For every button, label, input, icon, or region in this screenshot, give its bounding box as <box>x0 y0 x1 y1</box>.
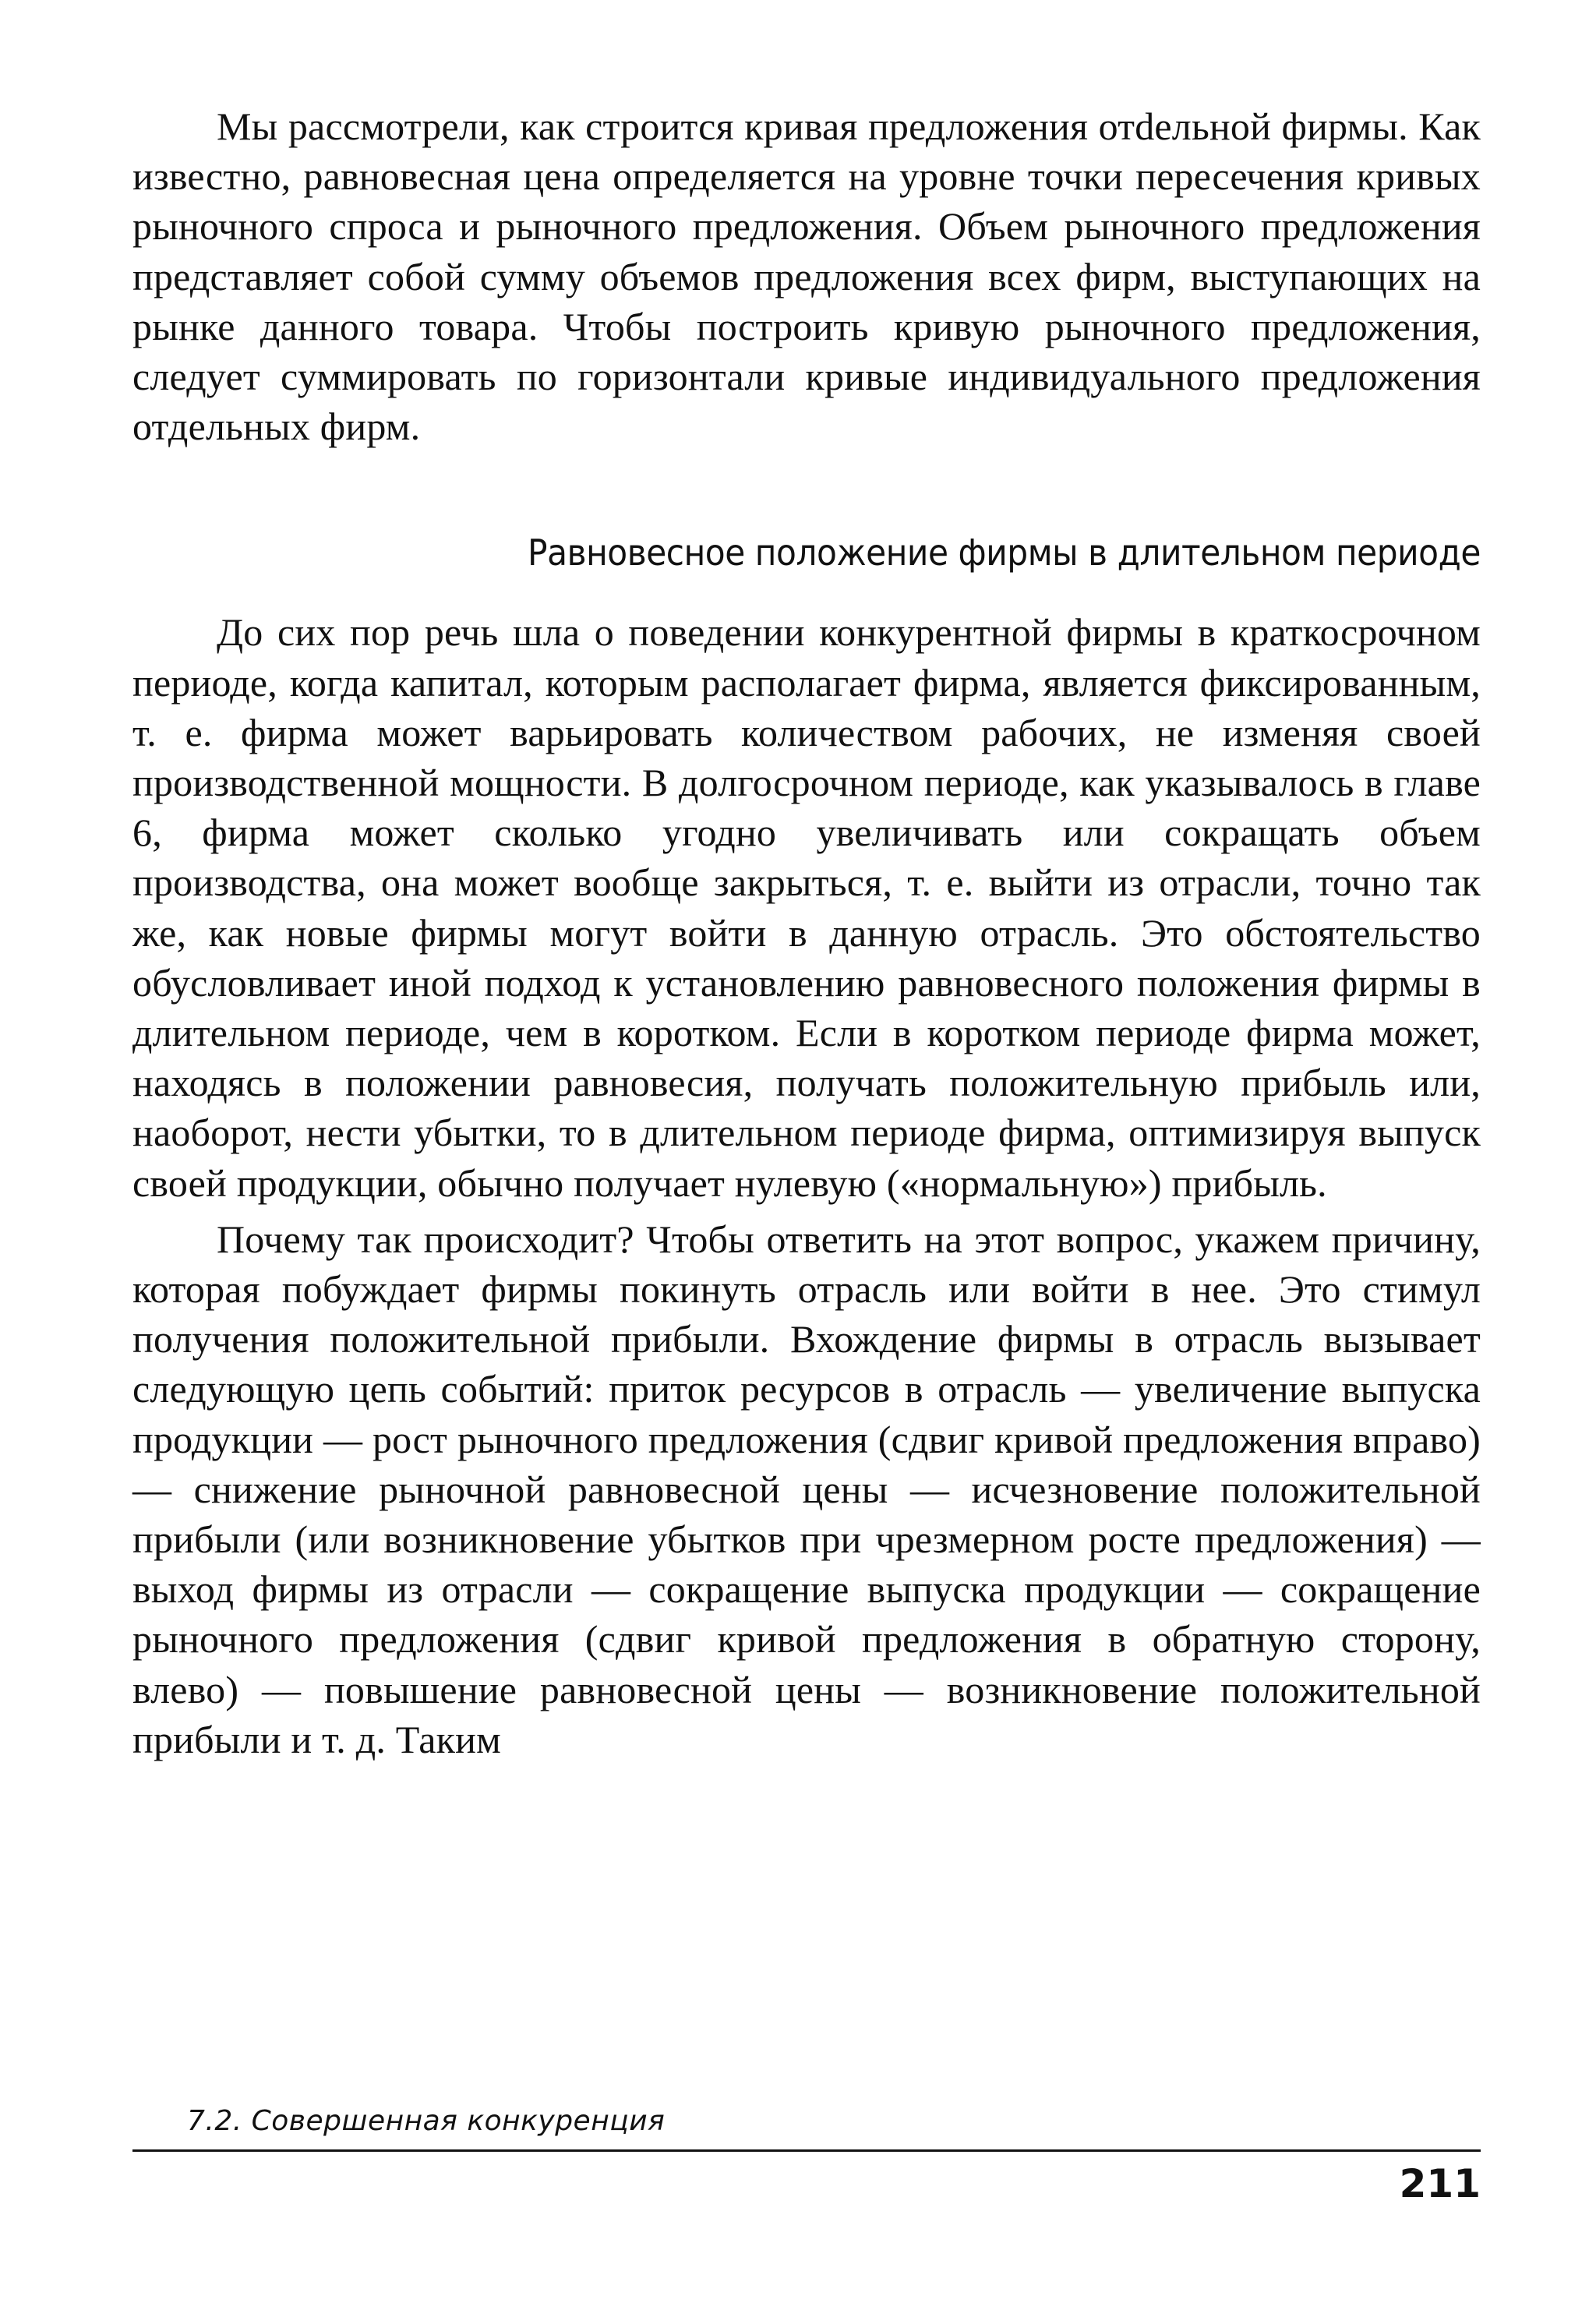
section-heading: Равновесное положение фирмы в длительном периоде <box>528 532 1481 574</box>
paragraph-why: Почему так происходит? Чтобы ответить на этот вопрос, укажем причину, которая побуждает фирмы покинуть отрасль или войти в нее. Это стимул получения положительной прибыли. Вхождение фирмы в отрасль вызывает следующую цепь событий: приток ресурсов в отрасль — увеличение выпуска продукции — рост рыночного предложения (сдвиг кривой предложения вправо) — снижение рыночной равновесной цены — исчезновение положительной прибыли (или возникновение убытков при чрезмерном росте предложения) — выход фирмы из отрасли — сокращение выпуска продукции — сокращение рыночного предложения (сдвиг кривой предложения в обратную сторону, влево) — повышение равновесной цены — возникновение положительной прибыли и т. д. Таким <box>132 1217 1481 1761</box>
paragraph-long-run: До сих пор речь шла о поведении конкурентной фирмы в краткосрочном периоде, когда капитал, которым располагает фирма, является фиксированным, т. е. фирма может варьировать количеством рабочих, не изменяя своей производственной мощности. В долгосрочном периоде, как указывалось в главе 6, фирма может сколько угодно увеличивать или сокращать объем производства, она может вообще закрыться, т. е. выйти из отрасли, точно так же, как новые фирмы могут войти в данную отрасль. Это обстоятельство обусловливает иной подход к установлению равновесного положения фирмы в длительном периоде, чем в коротком. Если в коротком периоде фирма может, находясь в положении равновесия, получать положительную прибыль или, наоборот, нести убытки, то в длительном периоде фирма, оптимизируя выпуск своей продукции, обычно получает нулевую («нормальную») прибыль. <box>132 610 1481 1205</box>
page-body <box>132 101 1481 1764</box>
running-footer-section: 7.2. Совершенная конкуренция <box>187 2105 666 2137</box>
paragraph-intro: Мы рассмотрели, как строится кривая предложения отdельной фирмы. Как известно, равновесная цена определяется на уровне точки пересечения кривых рыночного спроса и рыночного предложения. Объем рыночного предложения представляет собой сумму объемов предложения всех фирм, выступающих на рынке данного товара. Чтобы построить кривую рыночного предложения, следует суммировать по горизонтали кривые индивидуального предложения отдельных фирм. <box>132 104 1481 449</box>
footer-divider <box>132 2149 1481 2152</box>
page-number: 211 <box>1399 2161 1481 2206</box>
